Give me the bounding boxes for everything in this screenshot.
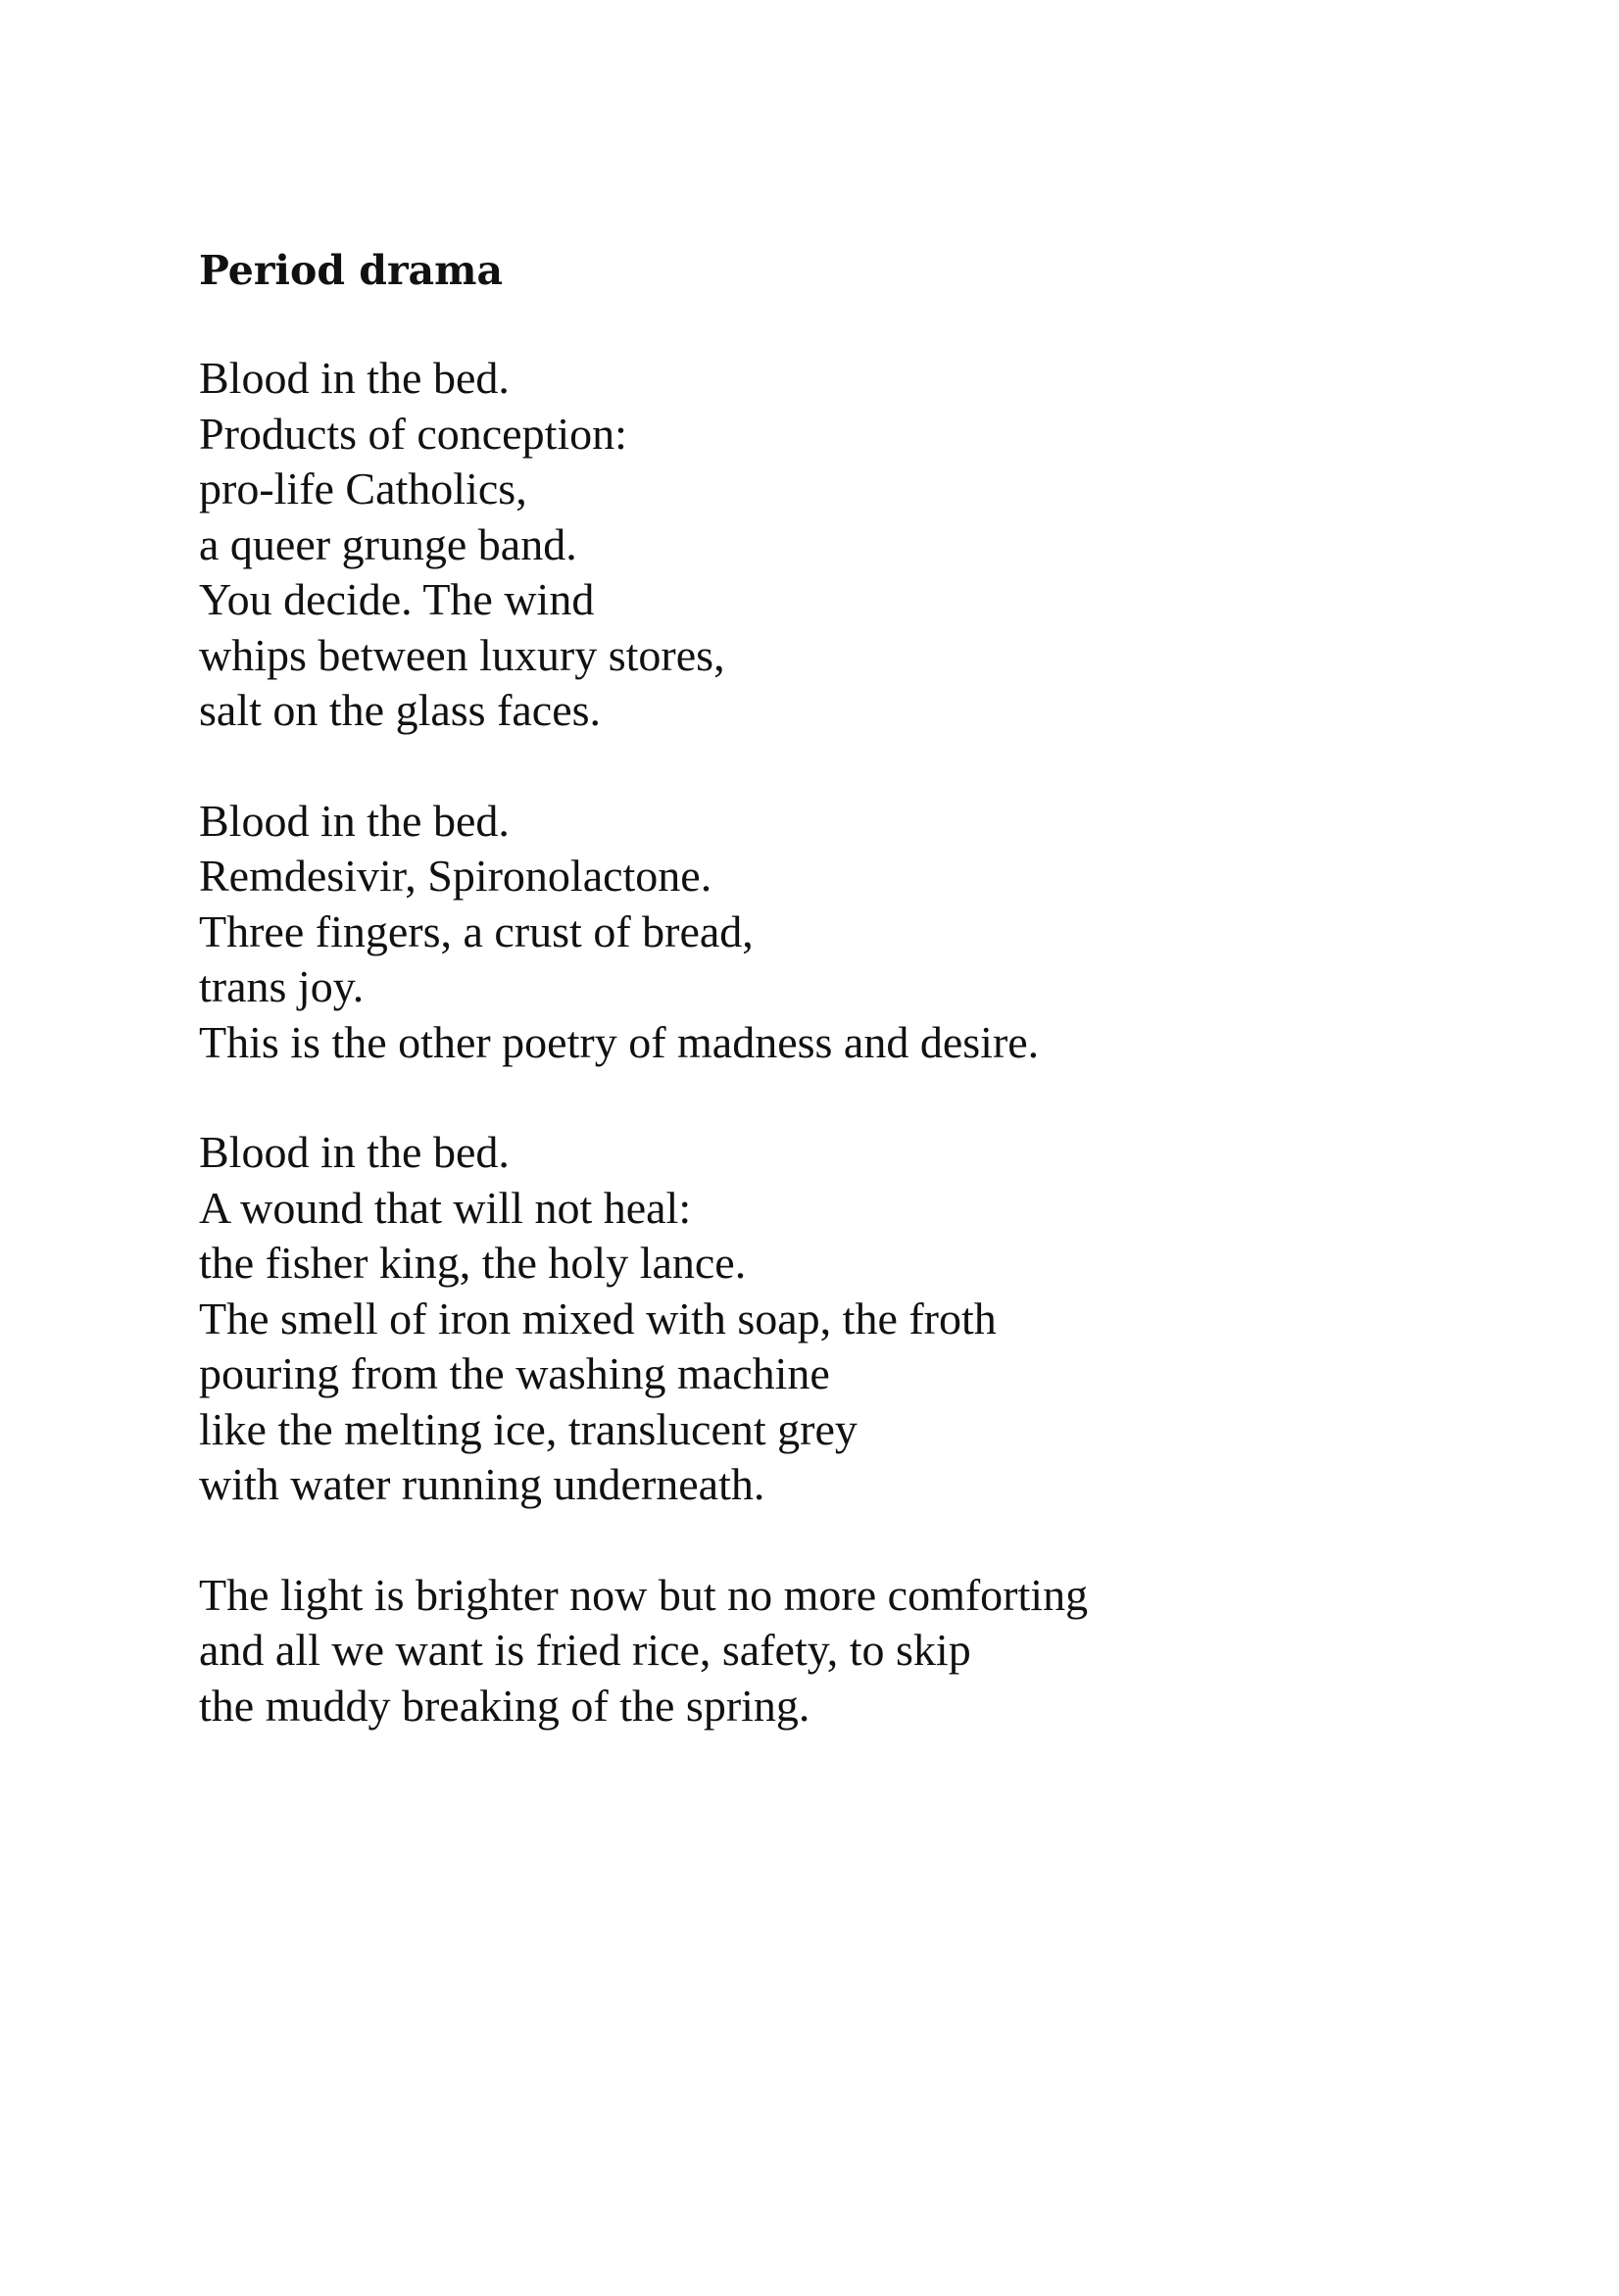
poem-line: You decide. The wind [199, 574, 595, 624]
poem-line: Products of conception: [199, 408, 627, 459]
poem-line: A wound that will not heal: [199, 1182, 692, 1233]
poem-line: with water running underneath. [199, 1459, 765, 1509]
poem-line: salt on the glass faces. [199, 685, 602, 735]
poem-line: This is the other poetry of madness and desire. [199, 1016, 1040, 1067]
poem [199, 243, 1424, 1788]
poem-line: pro-life Catholics, [199, 464, 527, 513]
stanza-4 [199, 1568, 1424, 1734]
poem-line: Remdesivir, Spironolactone. [199, 851, 712, 901]
poem-line: pouring from the washing machine [199, 1348, 830, 1398]
stanza-1 [199, 351, 1424, 739]
poem-line: the fisher king, the holy lance. [199, 1238, 747, 1288]
poem-line: trans joy. [199, 961, 365, 1011]
poem-title: Period drama [199, 247, 504, 294]
poem-line: and all we want is fried rice, safety, to skip [199, 1625, 971, 1675]
stanza-3 [199, 1125, 1424, 1513]
poem-line: a queer grunge band. [199, 518, 577, 569]
poem-line: Three fingers, a crust of bread, [199, 905, 754, 956]
poem-line: whips between luxury stores, [199, 629, 725, 680]
poem-line: the muddy breaking of the spring. [199, 1680, 810, 1731]
poem-line: Blood in the bed. [199, 1127, 510, 1177]
poem-line: like the melting ice, translucent grey [199, 1403, 858, 1454]
stanza-2 [199, 794, 1424, 1071]
poem-line: Blood in the bed. [199, 353, 510, 403]
poem-line: Blood in the bed. [199, 795, 510, 846]
poem-line: The light is brighter now but no more comforting [199, 1569, 1089, 1620]
poem-line: The smell of iron mixed with soap, the froth [199, 1293, 997, 1343]
